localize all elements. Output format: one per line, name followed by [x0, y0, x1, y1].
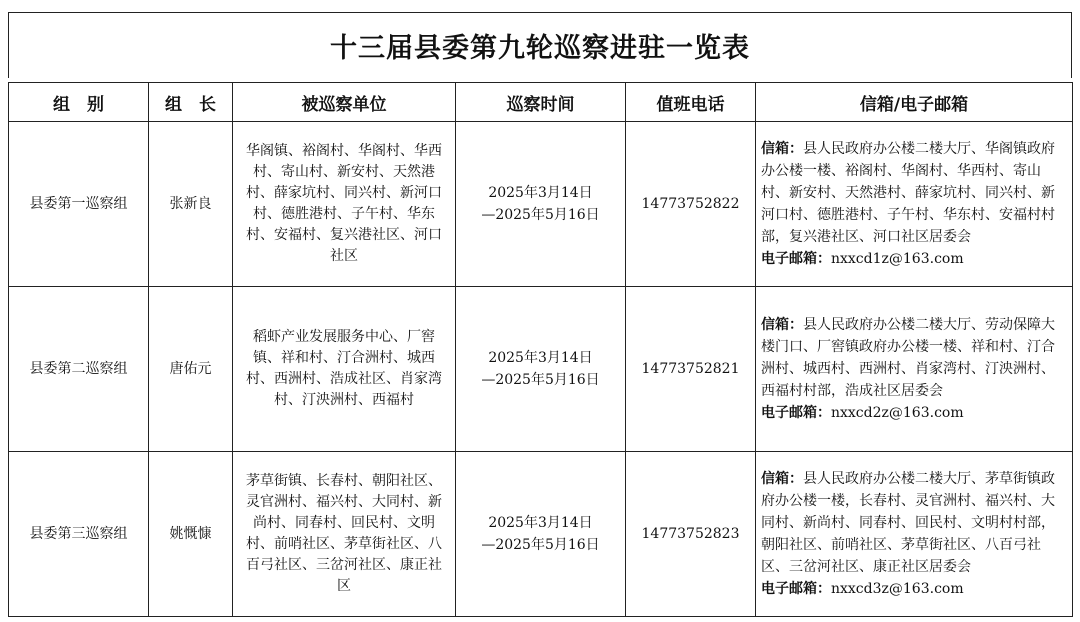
email-link[interactable]: nxxcd1z@163.com — [831, 251, 964, 267]
units-cell — [233, 452, 456, 617]
header-mailbox: 信箱/电子邮箱 — [756, 83, 1073, 122]
group-cell: 县委第二巡察组 — [9, 287, 149, 452]
header-units: 被巡察单位 — [233, 83, 456, 122]
email-label: 电子邮箱： — [761, 405, 831, 421]
table-header-row — [9, 83, 1073, 122]
leader-cell: 唐佑元 — [149, 287, 233, 452]
time-start: 2025年3月14日 — [488, 185, 593, 201]
header-group: 组 别 — [9, 83, 149, 122]
time-cell — [456, 122, 626, 287]
email-label: 电子邮箱： — [761, 251, 831, 267]
units-text: 华阁镇、裕阁村、华阁村、华西村、寄山村、新安村、天然港村、薛家坑村、同兴村、新河口村、德胜港村、子午村、华东村、安福村、复兴港社区、河口社区 — [246, 143, 442, 264]
header-leader: 组 长 — [149, 83, 233, 122]
mailbox-block — [761, 314, 1066, 402]
time-cell — [456, 287, 626, 452]
header-phone: 值班电话 — [626, 83, 756, 122]
units-text: 稻虾产业发展服务中心、厂窖镇、祥和村、汀合洲村、城西村、西洲村、浩成社区、肖家湾村、汀泱洲村、西福村 — [246, 329, 442, 408]
group-cell: 县委第一巡察组 — [9, 122, 149, 287]
inspection-table — [8, 82, 1073, 617]
header-time: 巡察时间 — [456, 83, 626, 122]
mailbox-cell — [756, 287, 1073, 452]
mailbox-label: 信箱： — [761, 141, 803, 157]
units-cell — [233, 287, 456, 452]
email-block — [761, 248, 1066, 270]
table-row — [9, 122, 1073, 287]
mailbox-block — [761, 468, 1066, 578]
email-label: 电子邮箱： — [761, 581, 831, 597]
mailbox-text: 县人民政府办公楼二楼大厅、茅草街镇政府办公楼一楼，长春村、灵官洲村、福兴村、大同村、新尚村、同春村、回民村、文明村村部，朝阳社区、前哨社区、茅草街社区、八百弓社区、三岔河社区、康正社区居委会 — [761, 471, 1055, 575]
time-cell — [456, 452, 626, 617]
phone-cell: 14773752821 — [626, 287, 756, 452]
phone-cell: 14773752822 — [626, 122, 756, 287]
time-end: —2025年5月16日 — [481, 207, 600, 223]
time-start: 2025年3月14日 — [488, 350, 593, 366]
time-end: —2025年5月16日 — [481, 372, 600, 388]
table-row — [9, 452, 1073, 617]
phone-cell: 14773752823 — [626, 452, 756, 617]
leader-cell: 张新良 — [149, 122, 233, 287]
time-end: —2025年5月16日 — [481, 537, 600, 553]
units-cell — [233, 122, 456, 287]
mailbox-block — [761, 138, 1066, 248]
mailbox-label: 信箱： — [761, 471, 803, 487]
time-start: 2025年3月14日 — [488, 515, 593, 531]
mailbox-label: 信箱： — [761, 317, 803, 333]
mailbox-text: 县人民政府办公楼二楼大厅、华阁镇政府办公楼一楼、裕阁村、华阁村、华西村、寄山村、新安村、天然港村、薛家坑村、同兴村、新河口村、德胜港村、子午村、华东村、安福村村部，复兴港社区、河口社区居委会 — [761, 141, 1055, 245]
email-link[interactable]: nxxcd3z@163.com — [831, 581, 964, 597]
mailbox-text: 县人民政府办公楼二楼大厅、劳动保障大楼门口、厂窖镇政府办公楼一楼、祥和村、汀合洲村、城西村、西洲村、肖家湾村、汀泱洲村、西福村村部，浩成社区居委会 — [761, 317, 1055, 399]
email-block — [761, 402, 1066, 424]
email-block — [761, 578, 1066, 600]
email-link[interactable]: nxxcd2z@163.com — [831, 405, 964, 421]
mailbox-cell — [756, 122, 1073, 287]
mailbox-cell — [756, 452, 1073, 617]
leader-cell: 姚慨慷 — [149, 452, 233, 617]
units-text: 茅草街镇、长春村、朝阳社区、灵官洲村、福兴村、大同村、新尚村、同春村、回民村、文明村、前哨社区、茅草街社区、八百弓社区、三岔河社区、康正社区 — [246, 473, 442, 594]
group-cell: 县委第三巡察组 — [9, 452, 149, 617]
page-title: 十三届县委第九轮巡察进驻一览表 — [8, 12, 1072, 78]
table-row — [9, 287, 1073, 452]
